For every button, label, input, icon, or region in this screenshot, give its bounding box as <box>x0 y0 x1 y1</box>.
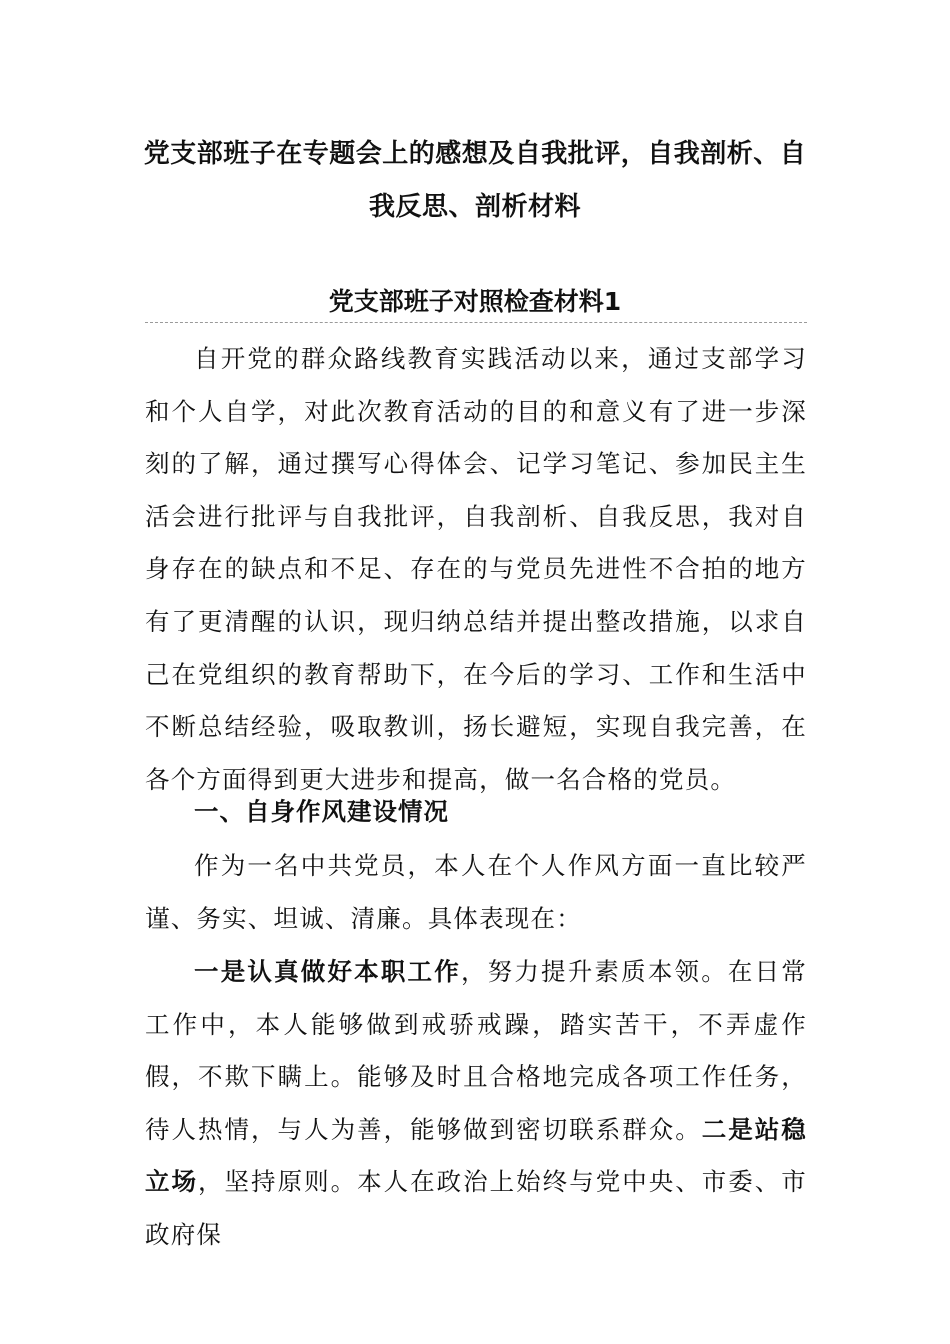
section-heading-1: 一、自身作风建设情况 <box>194 797 449 826</box>
emphasis-first-point: 一是认真做好本职工作 <box>194 957 461 986</box>
title-line-2: 我反思、剖析材料 <box>368 192 581 222</box>
paragraph-3 <box>145 946 807 1262</box>
paragraph-3-text-2: ，坚持原则。本人在政治上始终与党中央、市委、市政府保 <box>145 1167 807 1249</box>
paragraph-2: 作为一名中共党员，本人在个人作风方面一直比较严谨、务实、坦诚、清廉。具体表现在： <box>145 851 807 933</box>
section-subtitle: 党支部班子对照检查材料1 <box>328 287 622 316</box>
document-title <box>140 128 810 234</box>
dashed-divider <box>145 322 807 323</box>
title-line-1: 党支部班子在专题会上的感想及自我批评，自我剖析、自 <box>143 139 807 169</box>
paragraph-3-text-1: ，努力提升素质本领。在日常工作中，本人能够做到戒骄戒躁，踏实苦干，不弄虚作假，不欺下瞒上。能够及时且合格地完成各项工作任务，待人热情，与人为善，能够做到密切联系群众。 <box>145 957 807 1144</box>
emphasis-second-point: 二是站稳立场 <box>145 1114 807 1197</box>
intro-paragraph: 自开党的群众路线教育实践活动以来，通过支部学习和个人自学，对此次教育活动的目的和意义有了进一步深刻的了解，通过撰写心得体会、记学习笔记、参加民主生活会进行批评与自我批评，自我剖析、自我反思，我对自身存在的缺点和不足、存在的与党员先进性不合拍的地方有了更清醒的认识，现归纳总结并提出整改措施，以求自己在党组织的教育帮助下，在今后的学习、工作和生活中不断总结经验，吸取教训，扬长避短，实现自我完善，在各个方面得到更大进步和提高，做一名合格的党员。 <box>145 344 807 794</box>
